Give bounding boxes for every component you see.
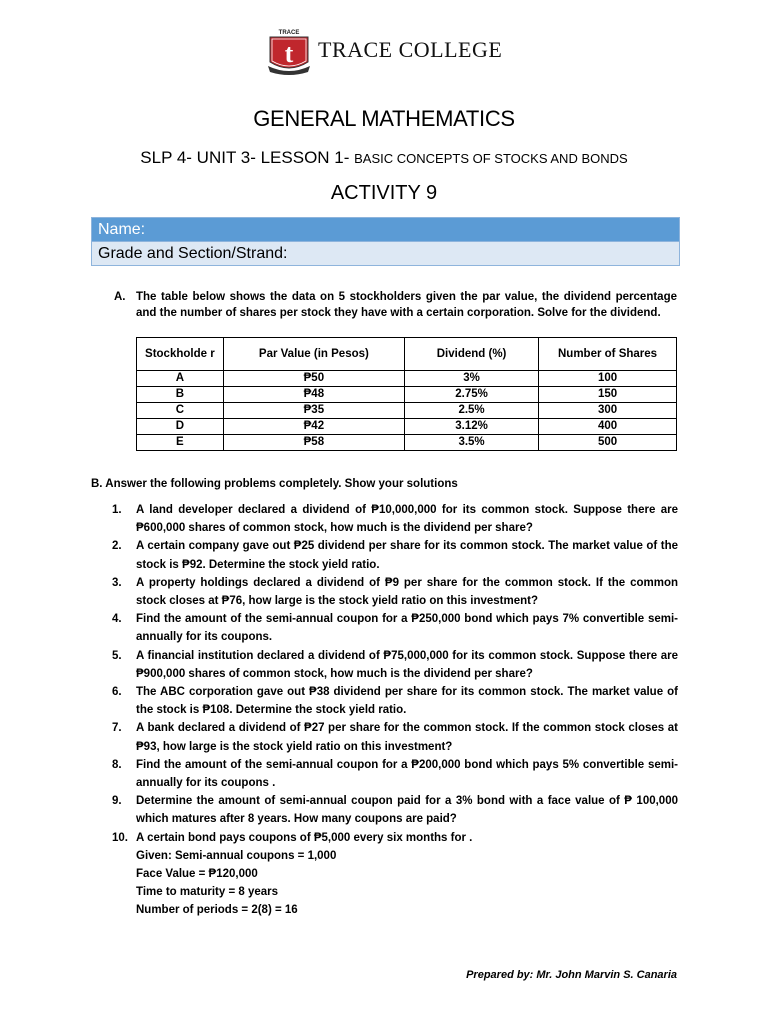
prepared-by: Prepared by: Mr. John Marvin S. Canaria bbox=[466, 969, 677, 981]
section-b-heading: B. Answer the following problems completely. Show your solutions bbox=[91, 478, 458, 490]
cell-stockholder: D bbox=[137, 419, 224, 435]
problem-number: 7. bbox=[112, 722, 122, 735]
logo-text-top: TRACE bbox=[278, 30, 300, 36]
problem-number: 2. bbox=[112, 540, 122, 553]
problem-text: A property holdings declared a dividend of ₱9 per share for the common stock. If the common stock closes at ₱76, how large is the stock yield ratio on this investment? bbox=[136, 576, 678, 608]
problem-text: A certain company gave out ₱25 dividend per share for its common stock. The market value of the stock is ₱92. Determine the stock yield ratio. bbox=[136, 540, 678, 571]
problem-number: 3. bbox=[112, 576, 122, 589]
problem-text: Find the amount of the semi-annual coupon for a ₱250,000 bond which pays 7% convertible semi-annually for its coupons. bbox=[136, 613, 678, 644]
trace-college-logo bbox=[266, 28, 312, 76]
cell-dividend: 3% bbox=[405, 371, 539, 387]
table-row bbox=[137, 403, 677, 419]
cell-stockholder: B bbox=[137, 387, 224, 403]
problem-text: A certain bond pays coupons of ₱5,000 every six months for . bbox=[136, 831, 473, 844]
given-line bbox=[112, 901, 678, 919]
activity-title: ACTIVITY 9 bbox=[330, 182, 438, 204]
problem-text: Determine the amount of semi-annual coupon paid for a 3% bond with a face value of ₱ 100,000 which matures after 8 years. How many coupons are paid? bbox=[136, 795, 678, 826]
cell-stockholder: C bbox=[137, 403, 224, 419]
given-text: Given: Semi-annual coupons = 1,000 bbox=[136, 849, 337, 862]
cell-dividend: 3.12% bbox=[405, 419, 539, 435]
cell-shares: 300 bbox=[539, 403, 677, 419]
table-row bbox=[137, 387, 677, 403]
cell-shares: 400 bbox=[539, 419, 677, 435]
stockholders-table bbox=[136, 337, 677, 451]
col-header-shares: Number of Shares bbox=[539, 338, 677, 371]
list-item bbox=[112, 829, 678, 847]
list-item bbox=[112, 574, 678, 610]
lesson-title bbox=[0, 148, 768, 168]
list-item bbox=[112, 683, 678, 719]
section-a-text: The table below shows the data on 5 stockholders given the par value, the dividend percentage and the number of shares per stock they have with a certain corporation. Solve for the dividend. bbox=[136, 291, 677, 319]
cell-shares: 150 bbox=[539, 387, 677, 403]
problem-text: Find the amount of the semi-annual coupon for a ₱200,000 bond which pays 5% convertible semi-annually for its coupons . bbox=[136, 758, 678, 790]
problem-number: 9. bbox=[112, 795, 122, 808]
cell-stockholder: A bbox=[137, 371, 224, 387]
problem-list bbox=[112, 501, 678, 920]
logo-letter: t bbox=[284, 39, 294, 68]
problem-number: 10. bbox=[112, 831, 128, 844]
table-header-row bbox=[137, 338, 677, 371]
section-a-label: A. bbox=[114, 291, 126, 303]
cell-dividend: 2.5% bbox=[405, 403, 539, 419]
lesson-topic: BASIC CONCEPTS OF STOCKS AND BONDS bbox=[354, 151, 628, 166]
student-info-box bbox=[91, 217, 680, 266]
given-text: Face Value = ₱120,000 bbox=[136, 868, 258, 881]
list-item bbox=[112, 501, 678, 537]
given-line bbox=[112, 847, 678, 865]
section-a-instructions bbox=[114, 290, 677, 321]
problem-text: A bank declared a dividend of ₱27 per share for the common stock. If the common stock closes at ₱93, how large is the stock yield ratio on this investment? bbox=[136, 722, 678, 753]
cell-par-value: ₱50 bbox=[223, 371, 404, 387]
problem-number: 1. bbox=[112, 504, 122, 516]
problem-number: 5. bbox=[112, 649, 122, 662]
cell-shares: 100 bbox=[539, 371, 677, 387]
list-item bbox=[112, 792, 678, 828]
name-field[interactable]: Name: bbox=[92, 218, 679, 242]
table-row bbox=[137, 419, 677, 435]
list-item bbox=[112, 647, 678, 683]
lesson-prefix: SLP 4- UNIT 3- LESSON 1- bbox=[140, 148, 355, 167]
grade-section-field[interactable]: Grade and Section/Strand: bbox=[92, 242, 679, 265]
cell-dividend: 2.75% bbox=[405, 387, 539, 403]
cell-shares: 500 bbox=[539, 435, 677, 451]
problem-text: A financial institution declared a dividend of ₱75,000,000 for its common stock. Suppose there are ₱900,000 shares of common stock, how much is the dividend per share? bbox=[136, 649, 678, 680]
table-row bbox=[137, 435, 677, 451]
college-name: TRACE COLLEGE bbox=[318, 37, 503, 62]
col-header-stockholder: Stockholde r bbox=[137, 338, 224, 371]
header bbox=[0, 28, 768, 78]
list-item bbox=[112, 756, 678, 792]
given-text: Number of periods = 2(8) = 16 bbox=[136, 904, 298, 917]
problem-number: 8. bbox=[112, 758, 122, 771]
given-text: Time to maturity = 8 years bbox=[136, 886, 279, 899]
given-line bbox=[112, 883, 678, 901]
cell-par-value: ₱42 bbox=[223, 419, 404, 435]
list-item bbox=[112, 719, 678, 755]
problem-text: The ABC corporation gave out ₱38 dividend per share for its common stock. The market value of the stock is ₱108. Determine the stock yield ratio. bbox=[136, 686, 678, 717]
cell-stockholder: E bbox=[137, 435, 224, 451]
problem-number: 6. bbox=[112, 686, 122, 699]
table-row bbox=[137, 371, 677, 387]
col-header-par-value: Par Value (in Pesos) bbox=[223, 338, 404, 371]
cell-par-value: ₱48 bbox=[223, 387, 404, 403]
problem-text: A land developer declared a dividend of ₱10,000,000 for its common stock. Suppose there are ₱600,000 shares of common stock, how much is the dividend per share? bbox=[136, 504, 678, 535]
list-item bbox=[112, 610, 678, 646]
col-header-dividend: Dividend (%) bbox=[405, 338, 539, 371]
subject-title: GENERAL MATHEMATICS bbox=[253, 106, 515, 131]
cell-par-value: ₱35 bbox=[223, 403, 404, 419]
list-item bbox=[112, 537, 678, 573]
cell-dividend: 3.5% bbox=[405, 435, 539, 451]
problem-number: 4. bbox=[112, 613, 122, 626]
cell-par-value: ₱58 bbox=[223, 435, 404, 451]
given-line bbox=[112, 865, 678, 883]
